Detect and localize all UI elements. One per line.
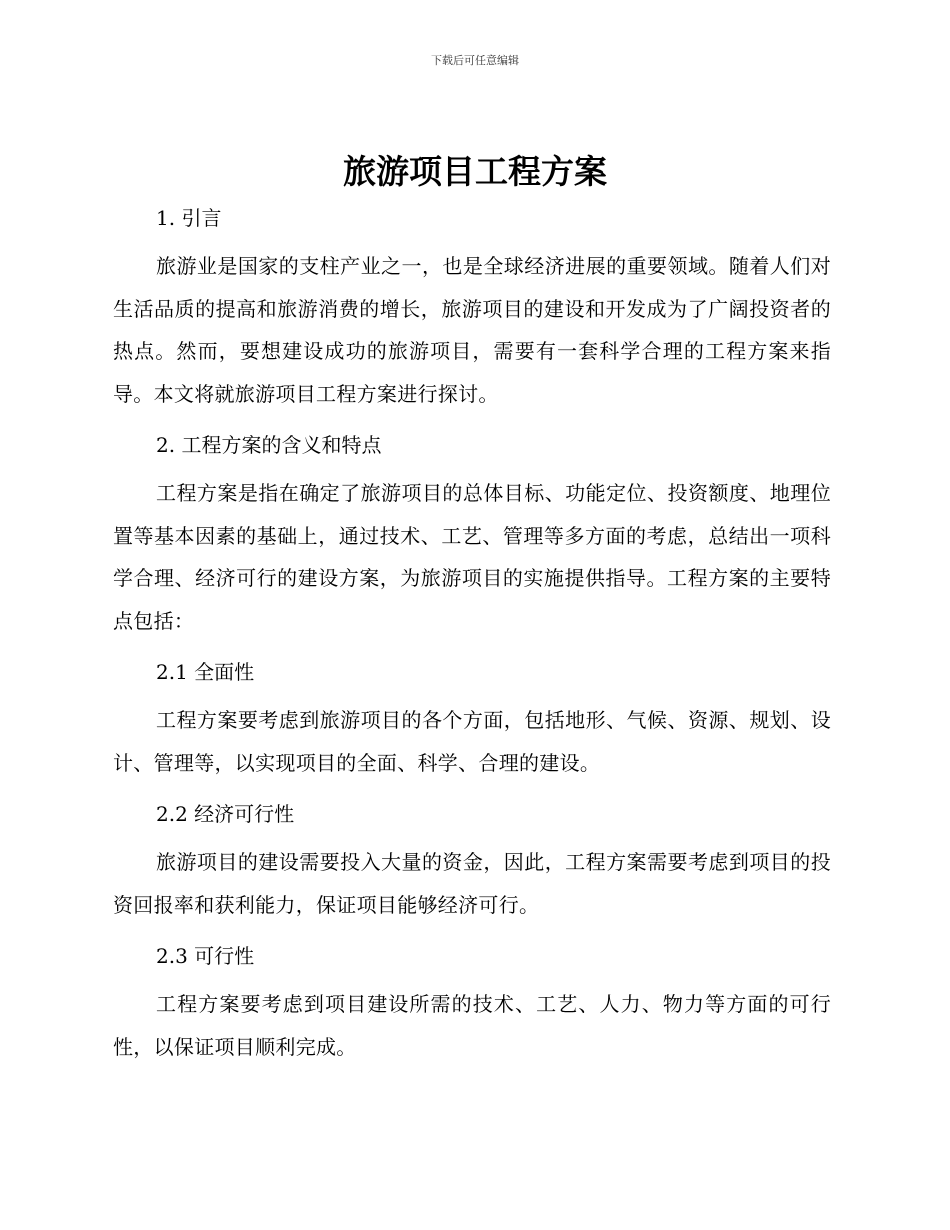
- document-title: 旅游项目工程方案: [343, 152, 607, 191]
- section-heading-meaning: 2. 工程方案的含义和特点: [156, 433, 382, 457]
- paragraph-intro: 旅游业是国家的支柱产业之一，也是全球经济进展的重要领域。随着人们对生活品质的提高和旅游消费的增长，旅游项目的建设和开发成为了广阔投资者的热点。然而，要想建设成功的旅游项目，需要有一套科学合理的工程方案来指导。本文将就旅游项目工程方案进行探讨。: [113, 254, 831, 406]
- page-header-note: 下载后可任意编辑: [431, 54, 519, 67]
- paragraph-meaning: 工程方案是指在确定了旅游项目的总体目标、功能定位、投资额度、地理位置等基本因素的基础上，通过技术、工艺、管理等多方面的考虑，总结出一项科学合理、经济可行的建设方案，为旅游项目的实施提供指导。工程方案的主要特点包括：: [113, 481, 831, 633]
- section-heading-comprehensive: 2.1 全面性: [156, 660, 255, 684]
- section-heading-feasibility: 2.3 可行性: [156, 944, 255, 968]
- paragraph-feasibility: 工程方案要考虑到项目建设所需的技术、工艺、人力、物力等方面的可行性，以保证项目顺利完成。: [113, 992, 831, 1059]
- section-heading-intro: 1. 引言: [156, 206, 222, 230]
- document-body: [113, 196, 831, 1068]
- paragraph-economic: 旅游项目的建设需要投入大量的资金，因此，工程方案需要考虑到项目的投资回报率和获利能力，保证项目能够经济可行。: [113, 850, 831, 917]
- section-heading-economic: 2.2 经济可行性: [156, 802, 295, 826]
- paragraph-comprehensive: 工程方案要考虑到旅游项目的各个方面，包括地形、气候、资源、规划、设计、管理等，以实现项目的全面、科学、合理的建设。: [113, 708, 831, 775]
